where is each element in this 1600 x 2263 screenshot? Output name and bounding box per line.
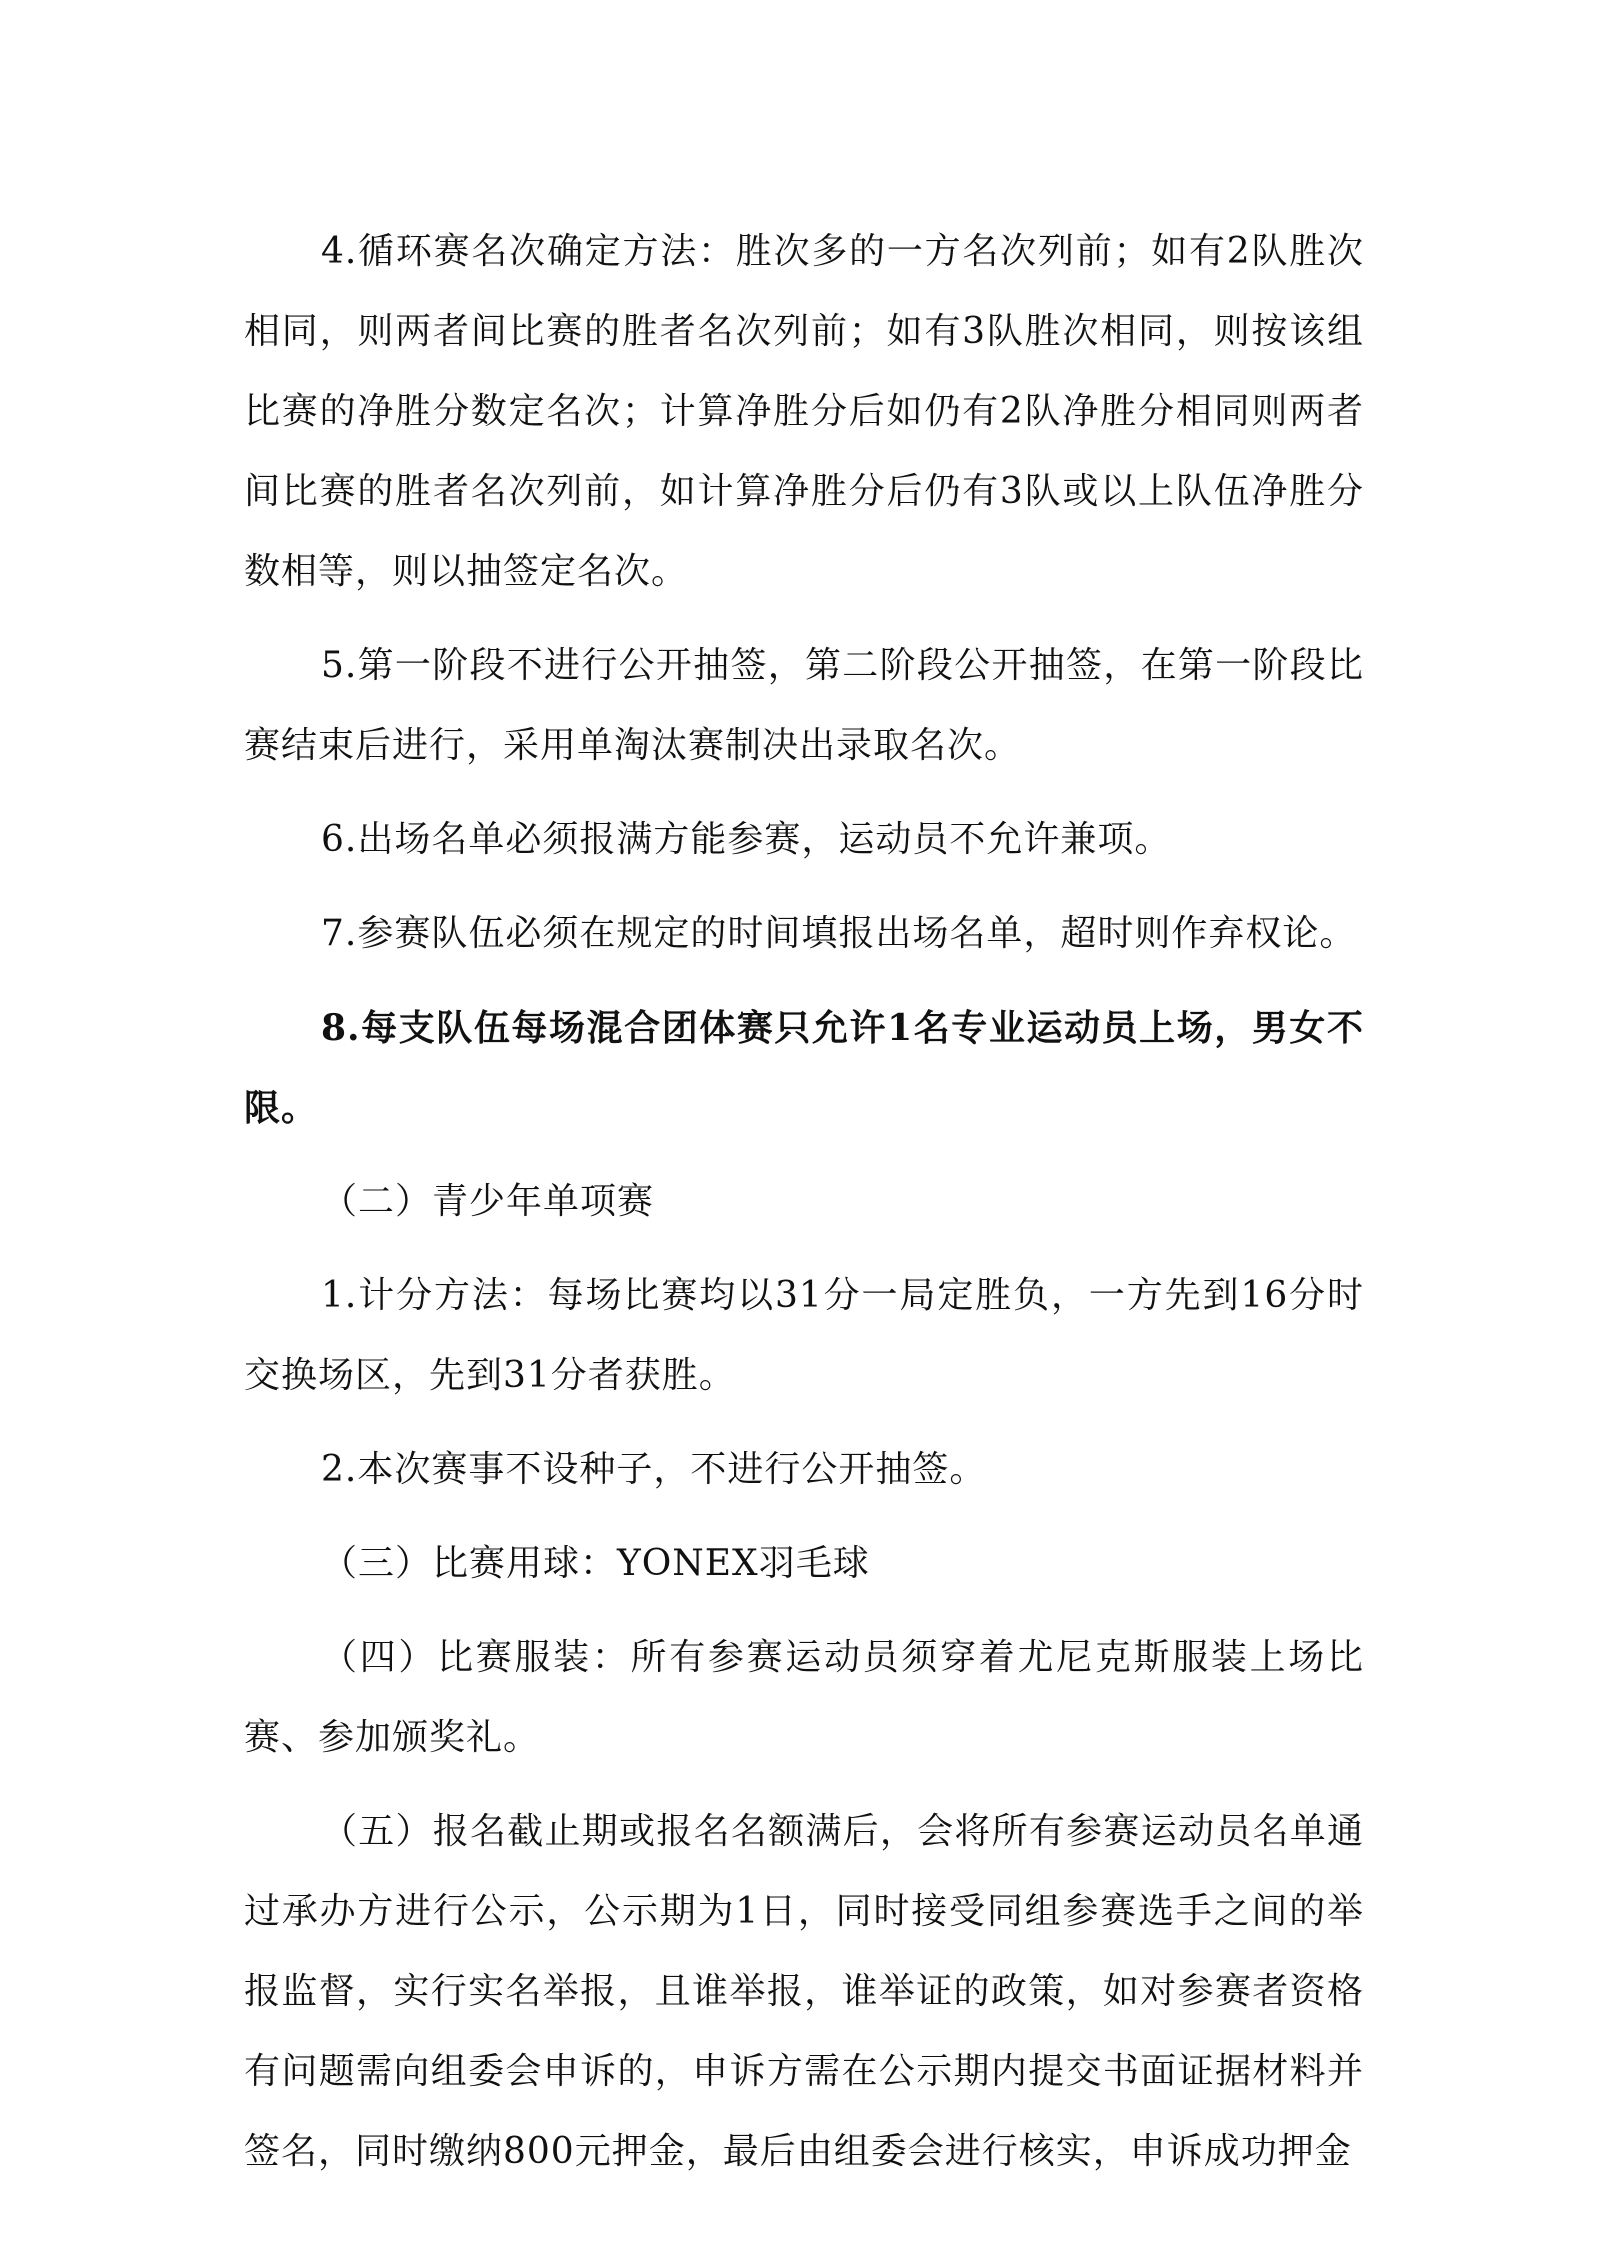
paragraph-round-robin-ranking: 4.循环赛名次确定方法：胜次多的一方名次列前；如有2队胜次相同，则两者间比赛的胜者名次列前；如有3队胜次相同，则按该组比赛的净胜分数定名次；计算净胜分后如仍有2队净胜分相同则两者间比赛的胜者名次列前，如计算净胜分后仍有3队或以上队伍净胜分数相等，则以抽签定名次。 [244, 231, 1364, 592]
paragraph-scoring-method: 1.计分方法：每场比赛均以31分一局定胜负，一方先到16分时交换场区，先到31分者获胜。 [244, 1275, 1364, 1396]
section-heading-attire: （四）比赛服装：所有参赛运动员须穿着尤尼克斯服装上场比赛、参加颁奖礼。 [244, 1637, 1364, 1758]
paragraph-draw-stages: 5.第一阶段不进行公开抽签，第二阶段公开抽签，在第一阶段比赛结束后进行，采用单淘汰赛制决出录取名次。 [244, 645, 1364, 766]
section-heading-registration-publicity: （五）报名截止期或报名名额满后，会将所有参赛运动员名单通过承办方进行公示，公示期为1日，同时接受同组参赛选手之间的举报监督，实行实名举报，且谁举报，谁举证的政策，如对参赛者资格有问题需向组委会申诉的，申诉方需在公示期内提交书面证据材料并签名，同时缴纳800元押金，最后由组委会进行核实，申诉成功押金 [244, 1811, 1364, 2172]
paragraph-lineup-full: 6.出场名单必须报满方能参赛，运动员不允许兼项。 [321, 819, 1172, 860]
paragraph-no-seeds: 2.本次赛事不设种子，不进行公开抽签。 [321, 1449, 987, 1490]
paragraph-lineup-deadline: 7.参赛队伍必须在规定的时间填报出场名单，超时则作弃权论。 [321, 913, 1357, 954]
section-heading-youth-singles: （二）青少年单项赛 [321, 1181, 655, 1222]
section-heading-shuttlecock: （三）比赛用球：YONEX羽毛球 [321, 1543, 870, 1584]
paragraph-professional-limit: 8.每支队伍每场混合团体赛只允许1名专业运动员上场，男女不限。 [244, 1007, 1364, 1129]
document-page [244, 212, 1364, 2206]
